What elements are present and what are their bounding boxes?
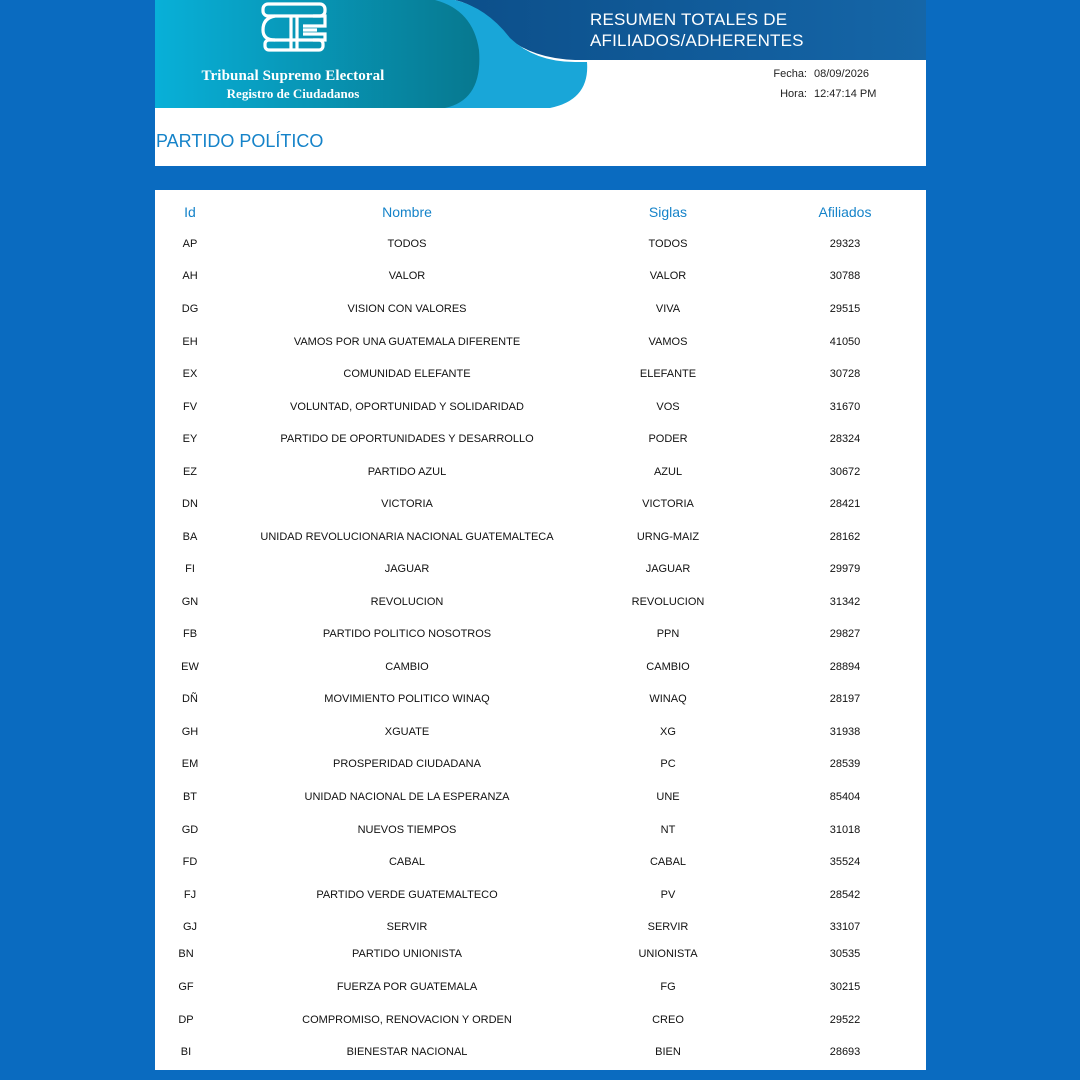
- row-afiliados: 28894: [829, 661, 861, 673]
- row-siglas: ELEFANTE: [639, 368, 697, 380]
- row-afiliados: 30535: [829, 948, 861, 960]
- row-siglas: JAGUAR: [645, 563, 691, 575]
- table-row: [155, 661, 926, 681]
- row-nombre: BIENESTAR NACIONAL: [346, 1046, 468, 1058]
- row-afiliados: 28324: [829, 433, 861, 445]
- org-subtitle: Registro de Ciudadanos: [226, 86, 360, 101]
- table-row: [155, 303, 926, 323]
- row-id: FJ: [183, 889, 197, 901]
- row-siglas: TODOS: [648, 238, 688, 250]
- row-id: EZ: [182, 466, 198, 478]
- row-siglas: CREO: [652, 1014, 684, 1026]
- row-afiliados: 29827: [829, 628, 861, 640]
- row-afiliados: 30728: [829, 368, 861, 380]
- table-row: [155, 791, 926, 811]
- table-row: [155, 1046, 926, 1066]
- row-id: DN: [182, 498, 198, 510]
- row-id: GD: [181, 824, 199, 836]
- row-nombre: REVOLUCION: [370, 596, 444, 608]
- row-afiliados: 28197: [829, 693, 861, 705]
- row-afiliados: 28693: [829, 1046, 861, 1058]
- row-id: EY: [182, 433, 198, 445]
- row-nombre: COMUNIDAD ELEFANTE: [343, 368, 471, 380]
- row-siglas: FG: [660, 981, 676, 993]
- row-afiliados: 30788: [829, 270, 861, 282]
- row-nombre: PARTIDO VERDE GUATEMALTECO: [316, 889, 498, 901]
- table-row: [155, 1014, 926, 1034]
- row-nombre: PARTIDO DE OPORTUNIDADES Y DESARROLLO: [280, 433, 534, 445]
- row-id: GH: [181, 726, 199, 738]
- table-row: [155, 948, 926, 968]
- table-row: [155, 238, 926, 258]
- row-afiliados: 31342: [829, 596, 861, 608]
- row-nombre: VOLUNTAD, OPORTUNIDAD Y SOLIDARIDAD: [290, 401, 524, 413]
- row-siglas: SERVIR: [647, 921, 689, 933]
- table-row: [155, 270, 926, 290]
- row-id: FB: [182, 628, 198, 640]
- row-id: EM: [181, 758, 199, 770]
- row-nombre: CABAL: [388, 856, 426, 868]
- fecha-value: 08/09/2026: [814, 68, 870, 80]
- row-siglas: URNG-MAIZ: [636, 531, 700, 543]
- table-row: [155, 433, 926, 453]
- row-afiliados: 28162: [829, 531, 861, 543]
- table-row: [155, 498, 926, 518]
- column-header-siglas: Siglas: [648, 204, 688, 220]
- row-afiliados: 28421: [829, 498, 861, 510]
- row-nombre: JAGUAR: [384, 563, 430, 575]
- row-nombre: SERVIR: [386, 921, 428, 933]
- table-row: [155, 758, 926, 778]
- row-id: DÑ: [182, 693, 198, 705]
- row-id: GJ: [182, 921, 198, 933]
- row-nombre: VICTORIA: [381, 498, 433, 510]
- table-row: [155, 921, 926, 941]
- row-siglas: UNE: [656, 791, 680, 803]
- row-siglas: BIEN: [655, 1046, 681, 1058]
- row-afiliados: 29979: [829, 563, 861, 575]
- row-siglas: PV: [660, 889, 676, 901]
- report-title-line-2: AFILIADOS/ADHERENTES: [590, 31, 804, 50]
- row-nombre: XGUATE: [384, 726, 430, 738]
- row-afiliados: 35524: [829, 856, 861, 868]
- row-siglas: VALOR: [649, 270, 687, 282]
- row-nombre: VALOR: [388, 270, 426, 282]
- row-nombre: PARTIDO AZUL: [367, 466, 447, 478]
- row-id: BI: [180, 1046, 192, 1058]
- row-nombre: TODOS: [387, 238, 427, 250]
- row-id: EW: [181, 661, 199, 673]
- table-row: [155, 981, 926, 1001]
- row-siglas: NT: [660, 824, 676, 836]
- row-nombre: NUEVOS TIEMPOS: [357, 824, 457, 836]
- row-siglas: WINAQ: [649, 693, 687, 705]
- row-siglas: XG: [660, 726, 676, 738]
- row-id: BN: [178, 948, 194, 960]
- row-id: FV: [182, 401, 198, 413]
- org-name: Tribunal Supremo Electoral: [201, 68, 385, 84]
- row-nombre: PARTIDO UNIONISTA: [351, 948, 462, 960]
- row-afiliados: 30672: [829, 466, 861, 478]
- row-nombre: UNIDAD REVOLUCIONARIA NACIONAL GUATEMALTECA: [260, 531, 554, 543]
- row-afiliados: 29522: [829, 1014, 861, 1026]
- row-siglas: VIVA: [655, 303, 681, 315]
- row-id: FI: [185, 563, 195, 575]
- section-title: PARTIDO POLÍTICO: [156, 131, 324, 151]
- table-row: [155, 824, 926, 844]
- row-id: GF: [178, 981, 194, 993]
- row-siglas: CAMBIO: [646, 661, 690, 673]
- row-id: EX: [182, 368, 198, 380]
- row-afiliados: 33107: [829, 921, 861, 933]
- table-row: [155, 466, 926, 486]
- row-afiliados: 41050: [829, 336, 861, 348]
- table-row: [155, 401, 926, 421]
- row-siglas: PODER: [648, 433, 688, 445]
- column-header-nombre: Nombre: [382, 204, 432, 220]
- row-nombre: PARTIDO POLITICO NOSOTROS: [322, 628, 492, 640]
- row-id: BA: [182, 531, 198, 543]
- row-afiliados: 31670: [829, 401, 861, 413]
- row-id: DG: [181, 303, 199, 315]
- row-id: FD: [182, 856, 198, 868]
- row-siglas: PC: [660, 758, 676, 770]
- row-siglas: VICTORIA: [642, 498, 694, 510]
- row-id: AP: [182, 238, 198, 250]
- row-afiliados: 28539: [829, 758, 861, 770]
- row-nombre: FUERZA POR GUATEMALA: [336, 981, 478, 993]
- table-row: [155, 856, 926, 876]
- row-nombre: VAMOS POR UNA GUATEMALA DIFERENTE: [293, 336, 521, 348]
- row-nombre: VISION CON VALORES: [347, 303, 467, 315]
- row-siglas: VAMOS: [648, 336, 688, 348]
- row-id: AH: [182, 270, 198, 282]
- row-id: GN: [181, 596, 199, 608]
- row-afiliados: 28542: [829, 889, 861, 901]
- table-row: [155, 596, 926, 616]
- column-header-id: Id: [184, 204, 196, 220]
- row-id: DP: [178, 1014, 194, 1026]
- row-nombre: UNIDAD NACIONAL DE LA ESPERANZA: [304, 791, 510, 803]
- row-nombre: PROSPERIDAD CIUDADANA: [333, 758, 481, 770]
- column-header-afiliados: Afiliados: [818, 204, 872, 220]
- row-siglas: AZUL: [653, 466, 683, 478]
- table-row: [155, 531, 926, 551]
- table-row: [155, 336, 926, 356]
- table-row: [155, 726, 926, 746]
- row-nombre: MOVIMIENTO POLITICO WINAQ: [324, 693, 490, 705]
- row-siglas: CABAL: [649, 856, 687, 868]
- row-afiliados: 31018: [829, 824, 861, 836]
- table-row: [155, 368, 926, 388]
- row-id: BT: [182, 791, 198, 803]
- report-title-line-1: RESUMEN TOTALES DE: [590, 10, 788, 29]
- row-siglas: VOS: [656, 401, 680, 413]
- row-afiliados: 29323: [829, 238, 861, 250]
- results-table: [155, 190, 926, 1070]
- report-header: Tribunal Supremo Electoral Registro de Ciudadanos RESUMEN TOTALES DE AFILIADOS/ADHERENTES Fecha: 08/09/2026 Hora: 12:47:14 PM PARTIDO POLÍTICO: [155, 0, 926, 166]
- row-siglas: REVOLUCION: [631, 596, 705, 608]
- report-title: [590, 9, 920, 51]
- table-row: [155, 563, 926, 583]
- table-row: [155, 889, 926, 909]
- row-afiliados: 85404: [829, 791, 861, 803]
- row-afiliados: 30215: [829, 981, 861, 993]
- table-row: [155, 693, 926, 713]
- row-nombre: COMPROMISO, RENOVACION Y ORDEN: [302, 1014, 512, 1026]
- row-siglas: UNIONISTA: [638, 948, 698, 960]
- row-id: EH: [182, 336, 198, 348]
- hora-value: 12:47:14 PM: [814, 88, 877, 100]
- row-nombre: CAMBIO: [385, 661, 429, 673]
- row-siglas: PPN: [656, 628, 680, 640]
- row-afiliados: 29515: [829, 303, 861, 315]
- row-afiliados: 31938: [829, 726, 861, 738]
- table-row: [155, 628, 926, 648]
